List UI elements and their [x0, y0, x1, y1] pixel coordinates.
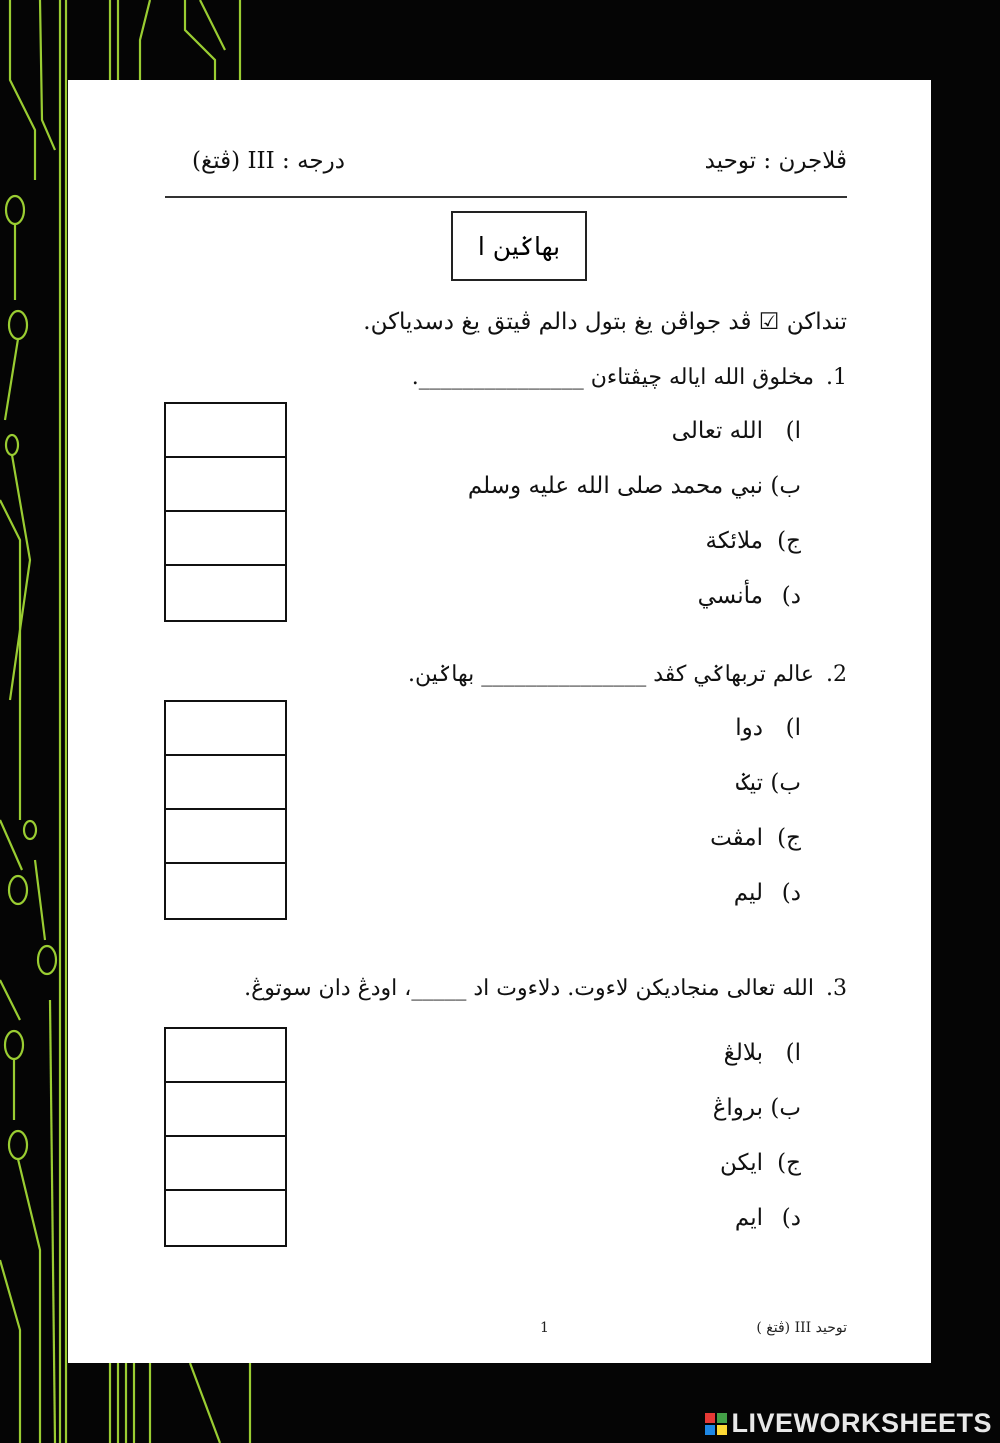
- q2-answer-boxes: [164, 700, 287, 920]
- watermark-text: LIVEWORKSHEETS: [731, 1408, 992, 1438]
- q3-option-c: ج)ايكن: [719, 1150, 801, 1176]
- question-number: 3.: [826, 976, 847, 1001]
- q1-answer-box-a[interactable]: [166, 404, 285, 458]
- worksheet-page: [68, 80, 931, 1363]
- q2-answer-box-c[interactable]: [166, 810, 285, 864]
- question-number: 1.: [826, 365, 847, 390]
- q1-answer-box-d[interactable]: [166, 566, 285, 620]
- q2-option-c: ج)امڤت: [710, 825, 801, 851]
- q1-answer-boxes: [164, 402, 287, 622]
- q1-option-c: ج)ملائكة: [705, 528, 801, 554]
- grade-label: درجه : III (ڤتغ): [192, 148, 345, 174]
- question-2: [408, 662, 847, 687]
- instruction-text: تنداكن ☑ ڤد جواڤن يغ بتول دالم ڤيتق يغ دسدياكن.: [363, 309, 847, 335]
- question-number: 2.: [826, 662, 847, 687]
- question-text: الله تعالى منجاديكن لاءوت. دلاءوت اد _____، اودڠ دان سوتوڠ.: [244, 976, 814, 1001]
- q1-answer-box-c[interactable]: [166, 512, 285, 566]
- q1-option-a: ا)الله تعالى: [671, 418, 801, 444]
- liveworksheets-logo-icon: [705, 1413, 727, 1435]
- q1-option-d: د)مأنسي: [697, 583, 801, 609]
- question-1: [412, 365, 847, 390]
- q3-option-d: د)ايم: [734, 1205, 801, 1231]
- q3-answer-box-c[interactable]: [166, 1137, 285, 1191]
- q2-answer-box-d[interactable]: [166, 864, 285, 918]
- q2-answer-box-a[interactable]: [166, 702, 285, 756]
- question-text: عالم تربهاݢي كڤد _______________ بهاݢين.: [408, 662, 814, 687]
- question-text: مخلوق الله اياله چيڤتاءن _______________.: [411, 365, 814, 390]
- q3-answer-boxes: [164, 1027, 287, 1247]
- footer-subject: توحيد III (ڤتغ ): [756, 1320, 847, 1336]
- liveworksheets-watermark: [705, 1408, 992, 1439]
- page-number: 1: [540, 1320, 549, 1336]
- question-3: [244, 976, 847, 1001]
- q1-answer-box-b[interactable]: [166, 458, 285, 512]
- q3-answer-box-a[interactable]: [166, 1029, 285, 1083]
- q2-option-b: ب)تيݢ: [736, 770, 801, 796]
- q3-option-b: ب)برواڠ: [712, 1095, 801, 1121]
- header-divider: [165, 196, 847, 198]
- subject-label: ڤلاجرن : توحيد: [704, 148, 847, 174]
- q3-answer-box-b[interactable]: [166, 1083, 285, 1137]
- q2-option-d: د)ليم: [733, 880, 801, 906]
- section-title: بهاݢين ا: [451, 211, 587, 281]
- q2-answer-box-b[interactable]: [166, 756, 285, 810]
- q3-answer-box-d[interactable]: [166, 1191, 285, 1245]
- q1-option-b: ب)نبي محمد صلى الله عليه وسلم: [467, 473, 801, 499]
- q3-option-a: ا)بلالڠ: [723, 1040, 801, 1066]
- q2-option-a: ا)دوا: [735, 715, 801, 741]
